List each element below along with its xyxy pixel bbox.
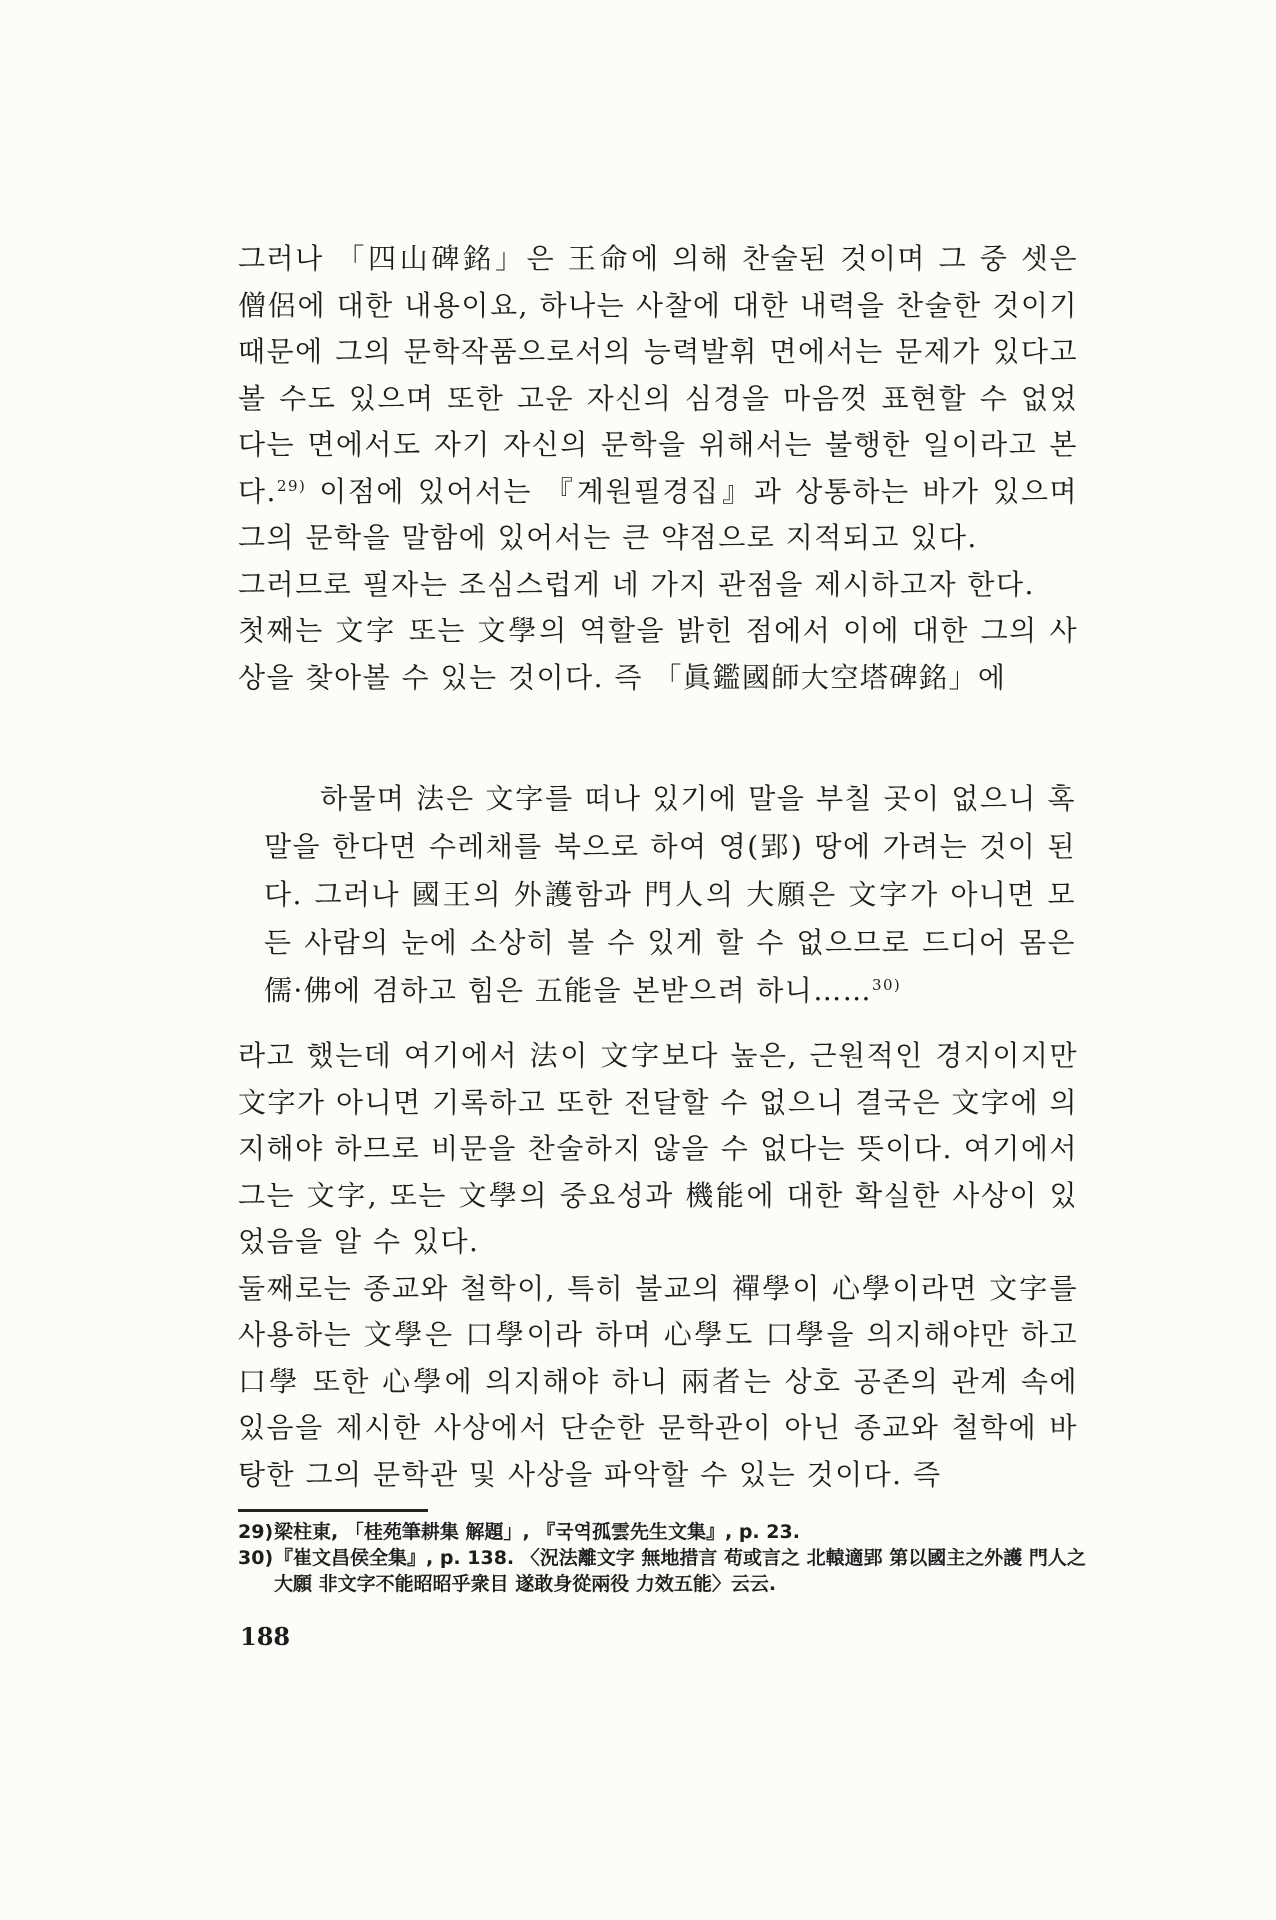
footnote-29 [238,1519,1088,1545]
body-text-upper [238,236,1078,701]
block-quote [264,775,1076,1015]
footnotes [238,1519,1088,1597]
paragraph-2: 그러므로 필자는 조심스럽게 네 가지 관점을 제시하고자 한다. [238,567,1035,601]
footnote-ref-30: 30) [872,976,902,994]
body-text-lower [238,1033,1078,1498]
page-number: 188 [240,1622,291,1651]
footnote-number: 29) [238,1521,274,1543]
footnote-divider [238,1509,428,1512]
paragraph-1-text: 그러나 「四山碑銘」은 王命에 의해 찬술된 것이며 그 중 셋은 僧侶에 대한 내용이요, 하나는 사찰에 대한 내력을 찬술한 것이기 때문에 그의 문학작품으로서의 능력발휘 면에서는 문제가 있다고 볼 수도 있으며 또한 고운 자신의 심경을 마음껏 표현할 수 없었다는 면에서도 자기 자신의 문학을 위해서는 불행한 일이라고 본다. [238,242,1078,508]
footnote-number: 30) [238,1547,274,1569]
paragraph-3: 첫째는 文字 또는 文學의 역할을 밝힌 점에서 이에 대한 그의 사상을 찾아볼 수 있는 것이다. 즉 「眞鑑國師大空塔碑銘」에 [238,614,1078,694]
paragraph-4: 라고 했는데 여기에서 法이 文字보다 높은, 근원적인 경지이지만 文字가 아니면 기록하고 또한 전달할 수 없으니 결국은 文字에 의지해야 하므로 비문을 찬술하지 않을 수 없다는 뜻이다. 여기에서 그는 文字, 또는 文學의 중요성과 機能에 대한 확실한 사상이 있었음을 알 수 있다. [238,1039,1078,1258]
footnote-text: 『崔文昌侯全集』, p. 138. 〈況法離文字 無地措言 苟或言之 北轅適郢 第以國主之外護 門人之大願 非文字不能昭昭乎衆目 遂敢身從兩役 力效五能〉云云. [274,1547,1086,1595]
footnote-ref-29: 29) [276,476,307,495]
paragraph-1-cont: 이점에 있어서는 『계원필경집』과 상통하는 바가 있으며 그의 문학을 말함에 있어서는 큰 약점으로 지적되고 있다. [238,474,1078,554]
footnote-30 [238,1545,1088,1597]
paragraph-1 [238,236,1078,562]
quote-text: 하물며 法은 文字를 떠나 있기에 말을 부칠 곳이 없으니 혹 말을 한다면 수레채를 북으로 하여 영(郢) 땅에 가려는 것이 된다. 그러나 國王의 外護함과 門人의 大願은 文字가 아니면 모든 사람의 눈에 소상히 볼 수 있게 할 수 없으므로 드디어 몸은 儒·佛에 겸하고 힘은 五能을 본받으려 하니…… [264,782,1076,1007]
footnote-text: 梁柱東, 「桂苑筆耕集 解題」, 『국역孤雲先生文集』, p. 23. [274,1521,800,1543]
paragraph-5: 둘째로는 종교와 철학이, 특히 불교의 禪學이 心學이라면 文字를 사용하는 文學은 口學이라 하며 心學도 口學을 의지해야만 하고 口學 또한 心學에 의지해야 하니 兩者는 상호 공존의 관계 속에 있음을 제시한 사상에서 단순한 문학관이 아닌 종교와 철학에 바탕한 그의 문학관 및 사상을 파악할 수 있는 것이다. 즉 [238,1271,1078,1491]
